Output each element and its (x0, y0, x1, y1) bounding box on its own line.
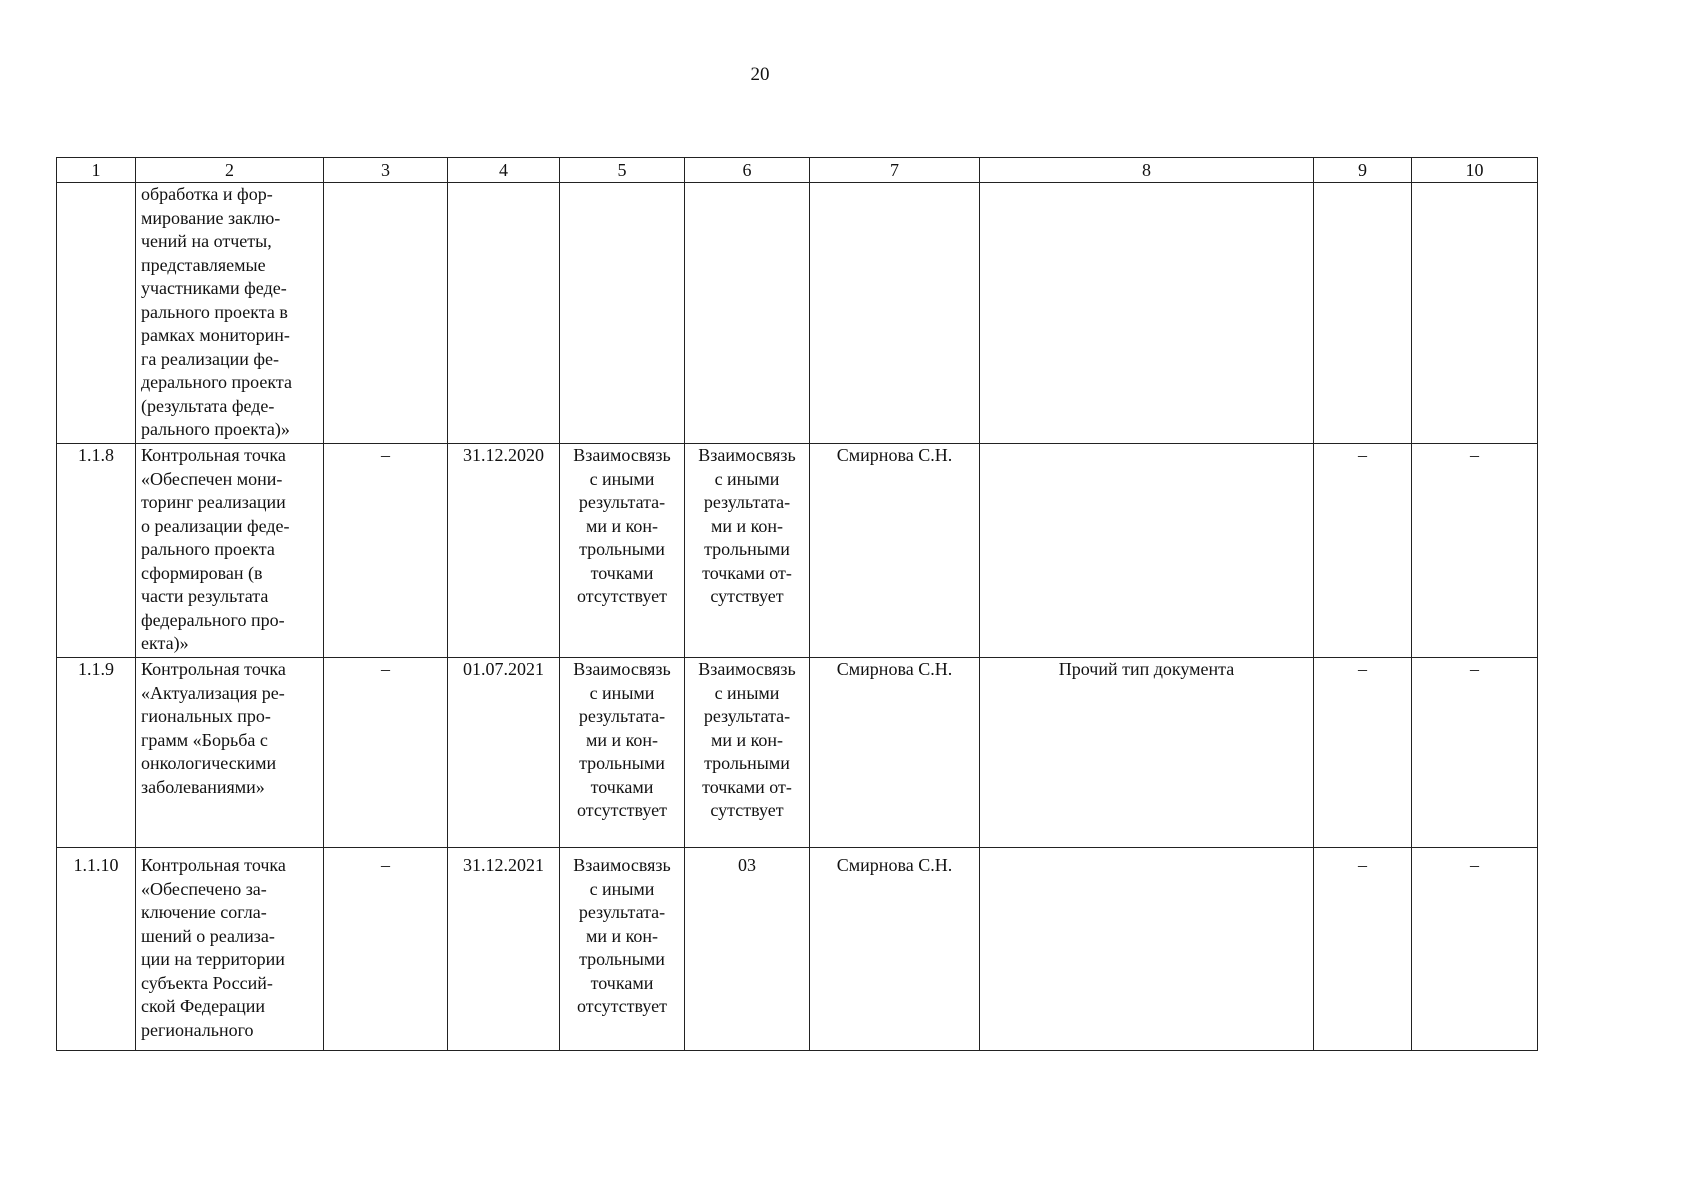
document-type-cell (980, 444, 1314, 658)
cell-text-line: обработка и фор- (141, 184, 273, 204)
cell-text-line: с иными (589, 468, 655, 489)
cell-text-line: ской Федерации (141, 996, 265, 1016)
row-number-cell (57, 183, 136, 444)
header-cell: 2 (136, 158, 324, 183)
cell-text-line: трольными (579, 539, 665, 559)
description-cell (136, 848, 324, 1051)
cell-text-line: Взаимосвязь (573, 445, 671, 465)
cell-text-line: ми и кон- (710, 515, 784, 536)
document-type-cell (980, 848, 1314, 1051)
cell-text-line: с иными (714, 468, 780, 489)
header-cell: 8 (980, 158, 1314, 183)
table-row (57, 183, 1538, 444)
cell-text-line: о реализации феде- (141, 515, 290, 536)
cell-text-line: дерального проекта (141, 372, 292, 392)
header-cell: 4 (448, 158, 560, 183)
level-cell: – (1412, 848, 1538, 1051)
document-type-cell (980, 183, 1314, 444)
cell-text-line: заболеваниями» (141, 776, 265, 797)
header-cell: 10 (1412, 158, 1538, 183)
cell-text-line: гиональных про- (141, 706, 271, 726)
cell-text-line: участниками феде- (141, 278, 287, 298)
cell-text-line: сформирован (в (141, 562, 263, 583)
cell-text-line: отсутствует (576, 996, 668, 1016)
cell-text-line: рамках мониторин- (141, 325, 290, 345)
cell-text-line: Взаимосвязь (573, 659, 671, 679)
cell-text-line: трольными (704, 539, 790, 559)
base-value-cell: – (324, 444, 448, 658)
cell-text-line: сутствует (710, 800, 784, 820)
cell-text-line: онкологическими (141, 753, 277, 773)
relation-checkpoints-cell (685, 183, 810, 444)
cell-text-line: рального проекта)» (141, 419, 290, 439)
table-row (57, 444, 1538, 658)
base-value-cell (324, 183, 448, 444)
cell-text-line: представляемые (141, 254, 266, 275)
table-row (57, 848, 1538, 1051)
cell-text-line: с иными (714, 682, 780, 703)
cell-text-line: рального проекта (141, 539, 275, 559)
cell-text-line: торинг реализации (141, 492, 286, 512)
relation-checkpoints-cell (685, 848, 810, 1051)
date-cell: 31.12.2020 (448, 444, 560, 658)
cell-text-line: с иными (589, 878, 655, 899)
cell-text-line: точками от- (702, 562, 792, 583)
cell-text-line: точками от- (702, 776, 792, 797)
row-number-cell: 1.1.10 (57, 848, 136, 1051)
cell-text-line: га реализации фе- (141, 348, 279, 369)
relation-checkpoints-cell (685, 444, 810, 658)
page-number: 20 (750, 64, 770, 85)
cell-text-line: екта)» (141, 633, 189, 653)
cell-text-line: субъекта Россий- (141, 972, 273, 993)
cell-text-line: федерального про- (141, 609, 285, 630)
level-cell: – (1412, 444, 1538, 658)
info-system-cell: – (1314, 658, 1412, 848)
cell-text-line: Взаимосвязь (698, 445, 796, 465)
document-type-cell: Прочий тип документа (980, 658, 1314, 848)
header-cell: 9 (1314, 158, 1412, 183)
cell-text-line: ми и кон- (585, 515, 659, 536)
cell-text-line: Контрольная точка (141, 659, 286, 679)
cell-text-line: Взаимосвязь (573, 855, 671, 875)
cell-text-line: Контрольная точка (141, 445, 286, 465)
cell-text-line: Контрольная точка (141, 855, 286, 875)
header-cell: 5 (560, 158, 685, 183)
cell-text-line: результата- (578, 492, 666, 512)
cell-text-line: отсутствует (576, 586, 668, 606)
relation-results-cell (560, 444, 685, 658)
cell-text-line: 03 (738, 855, 756, 875)
cell-text-line: рального проекта в (141, 301, 288, 322)
info-system-cell (1314, 183, 1412, 444)
cell-text-line: шений о реализа- (141, 925, 275, 946)
cell-text-line: трольными (579, 753, 665, 773)
info-system-cell: – (1314, 444, 1412, 658)
base-value-cell: – (324, 848, 448, 1051)
date-cell (448, 183, 560, 444)
header-cell: 7 (810, 158, 980, 183)
cell-text-line: (результата феде- (141, 395, 275, 416)
base-value-cell: – (324, 658, 448, 848)
date-cell: 31.12.2021 (448, 848, 560, 1051)
cell-text-line: точками (590, 562, 654, 583)
cell-text-line: результата- (703, 706, 791, 726)
responsible-cell (810, 183, 980, 444)
level-cell: – (1412, 658, 1538, 848)
cell-text-line: «Актуализация ре- (141, 682, 285, 703)
cell-text-line: грамм «Борьба с (141, 729, 268, 750)
relation-results-cell (560, 658, 685, 848)
cell-text-line: сутствует (710, 586, 784, 606)
description-cell (136, 444, 324, 658)
checkpoints-table (56, 157, 1538, 1051)
cell-text-line: «Обеспечен мони- (141, 468, 283, 489)
relation-results-cell (560, 183, 685, 444)
cell-text-line: трольными (579, 949, 665, 969)
header-cell: 3 (324, 158, 448, 183)
cell-text-line: результата- (703, 492, 791, 512)
level-cell (1412, 183, 1538, 444)
date-cell: 01.07.2021 (448, 658, 560, 848)
cell-text-line: точками (590, 972, 654, 993)
description-cell (136, 658, 324, 848)
cell-text-line: ми и кон- (585, 729, 659, 750)
relation-results-cell (560, 848, 685, 1051)
table-row (57, 658, 1538, 848)
header-row (57, 158, 1538, 183)
responsible-cell: Смирнова С.Н. (810, 658, 980, 848)
cell-text-line: мирование заклю- (141, 207, 281, 228)
header-cell: 6 (685, 158, 810, 183)
cell-text-line: ми и кон- (585, 925, 659, 946)
cell-text-line: чений на отчеты, (141, 231, 272, 251)
relation-checkpoints-cell (685, 658, 810, 848)
cell-text-line: ции на территории (141, 949, 285, 969)
cell-text-line: «Обеспечено за- (141, 878, 267, 899)
cell-text-line: Взаимосвязь (698, 659, 796, 679)
cell-text-line: трольными (704, 753, 790, 773)
description-cell (136, 183, 324, 444)
cell-text-line: точками (590, 776, 654, 797)
cell-text-line: отсутствует (576, 800, 668, 820)
cell-text-line: ключение согла- (141, 902, 267, 922)
row-number-cell: 1.1.9 (57, 658, 136, 848)
cell-text-line: результата- (578, 902, 666, 922)
cell-text-line: регионального (141, 1019, 254, 1040)
cell-text-line: части результата (141, 586, 269, 606)
cell-text-line: ми и кон- (710, 729, 784, 750)
row-number-cell: 1.1.8 (57, 444, 136, 658)
info-system-cell: – (1314, 848, 1412, 1051)
cell-text-line: результата- (578, 706, 666, 726)
cell-text-line: с иными (589, 682, 655, 703)
responsible-cell: Смирнова С.Н. (810, 848, 980, 1051)
responsible-cell: Смирнова С.Н. (810, 444, 980, 658)
header-cell: 1 (57, 158, 136, 183)
